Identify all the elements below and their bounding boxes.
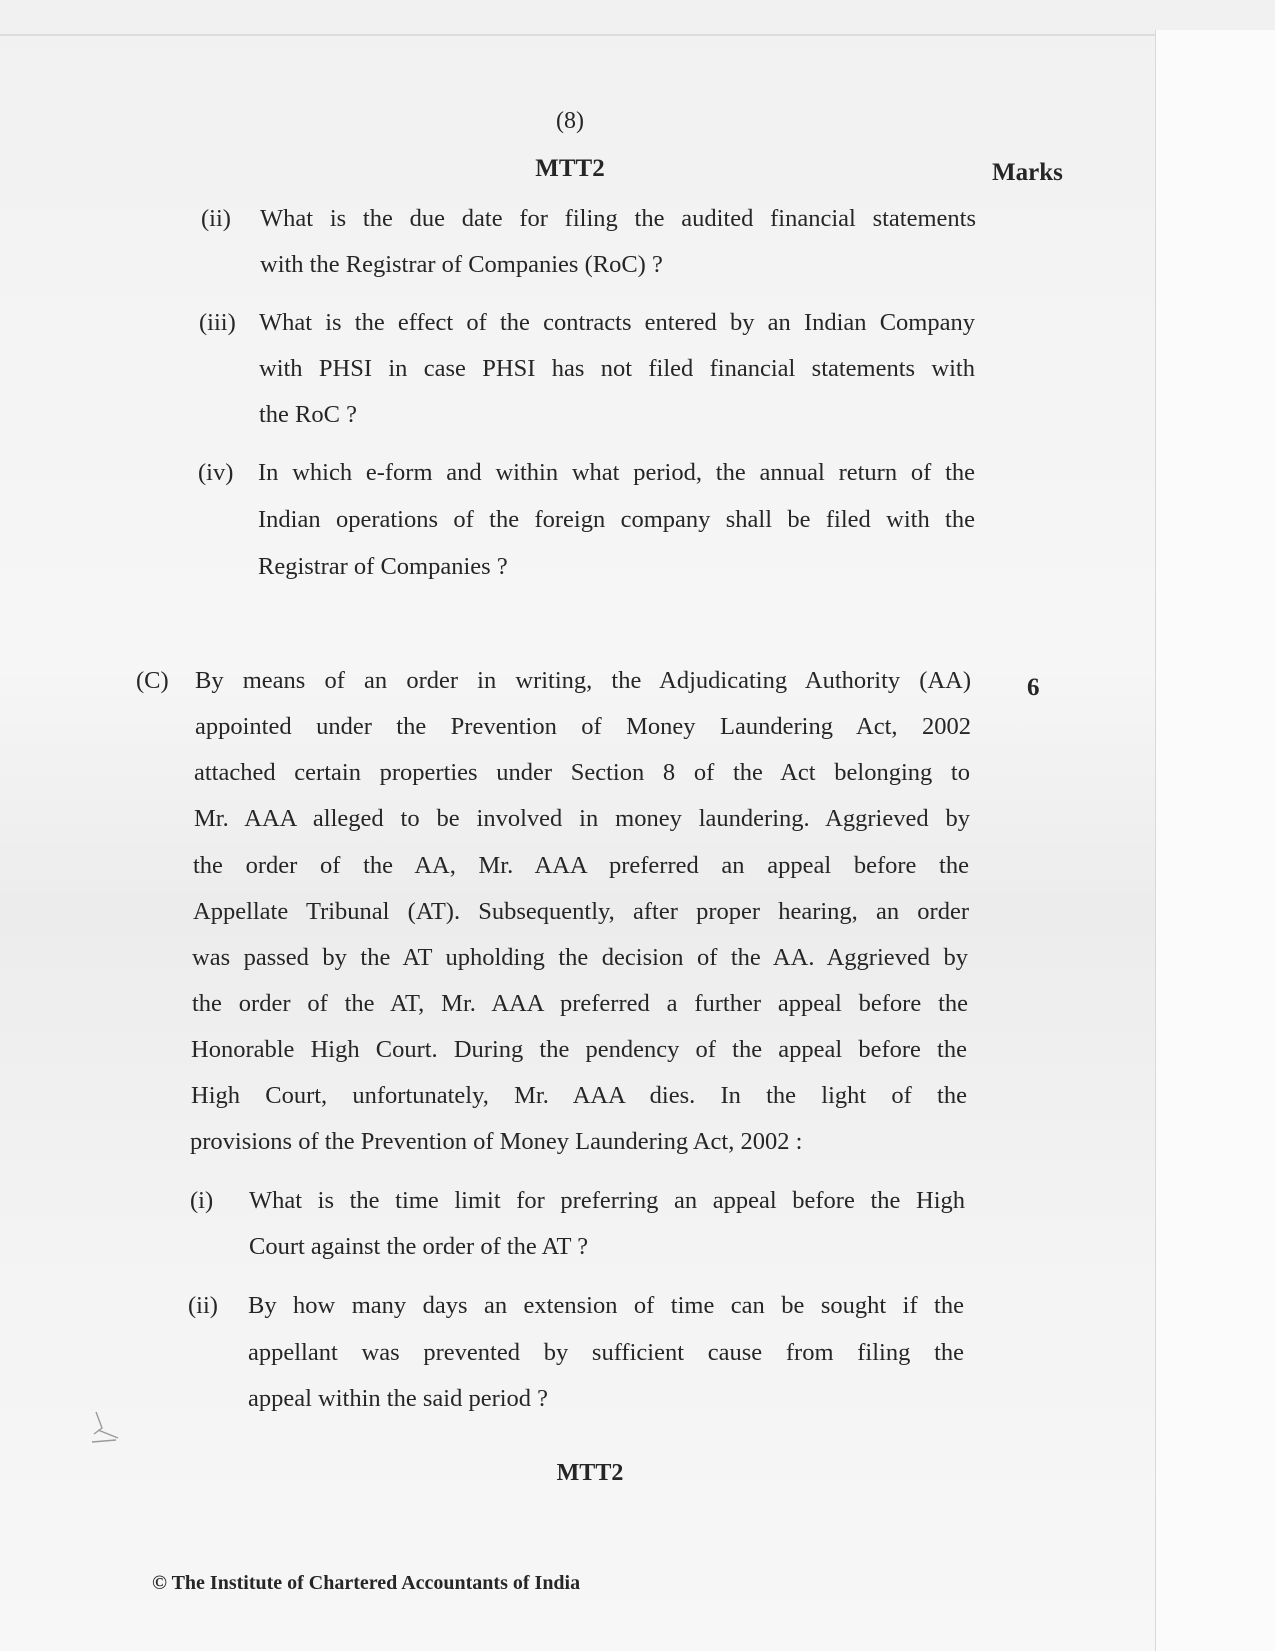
item-label: (iv) bbox=[198, 459, 234, 486]
sub-item-text-line: appellant was prevented by sufficient cause from filing the bbox=[248, 1339, 964, 1366]
item-text-line: What is the due date for filing the audited financial statements bbox=[260, 205, 976, 232]
scan-margin bbox=[1155, 30, 1275, 1651]
item-text-line: In which e-form and within what period, the annual return of the bbox=[258, 459, 975, 486]
item-text-line: What is the effect of the contracts entered by an Indian Company bbox=[259, 309, 975, 336]
item-text-line: with PHSI in case PHSI has not filed financial statements with bbox=[259, 355, 975, 382]
sub-item-text-line: appeal within the said period ? bbox=[248, 1385, 549, 1412]
sub-item-label: (ii) bbox=[188, 1292, 218, 1319]
paper-code-footer: MTT2 bbox=[556, 1460, 624, 1486]
question-text-line: the order of the AT, Mr. AAA preferred a further appeal before the bbox=[192, 990, 968, 1017]
sub-item-text-line: Court against the order of the AT ? bbox=[249, 1233, 589, 1260]
item-text-line: with the Registrar of Companies (RoC) ? bbox=[260, 251, 663, 278]
item-text-line: Registrar of Companies ? bbox=[258, 553, 508, 580]
question-text-line: Honorable High Court. During the pendency of the appeal before the bbox=[191, 1036, 967, 1063]
marks-heading: Marks bbox=[992, 159, 1063, 186]
item-label: (ii) bbox=[201, 205, 231, 232]
paper-code-header: MTT2 bbox=[535, 155, 605, 182]
question-text-line: provisions of the Prevention of Money Laundering Act, 2002 : bbox=[190, 1128, 803, 1155]
item-label: (iii) bbox=[199, 309, 236, 336]
copyright-notice: © The Institute of Chartered Accountants of India bbox=[152, 1572, 581, 1594]
question-text-line: By means of an order in writing, the Adjudicating Authority (AA) bbox=[195, 667, 971, 694]
question-text-line: attached certain properties under Section 8 of the Act belonging to bbox=[194, 759, 970, 786]
sub-item-label: (i) bbox=[190, 1187, 214, 1214]
question-text-line: High Court, unfortunately, Mr. AAA dies. In the light of the bbox=[191, 1082, 967, 1109]
question-text-line: the order of the AA, Mr. AAA preferred an appeal before the bbox=[193, 852, 969, 879]
question-marks: 6 bbox=[1027, 674, 1040, 701]
item-text-line: the RoC ? bbox=[259, 401, 357, 428]
question-text-line: Mr. AAA alleged to be involved in money laundering. Aggrieved by bbox=[194, 805, 970, 832]
sub-item-text-line: By how many days an extension of time can be sought if the bbox=[248, 1292, 964, 1319]
question-label: (C) bbox=[136, 667, 169, 694]
question-text-line: was passed by the AT upholding the decision of the AA. Aggrieved by bbox=[192, 944, 968, 971]
question-text-line: appointed under the Prevention of Money Laundering Act, 2002 bbox=[195, 713, 971, 740]
item-text-line: Indian operations of the foreign company shall be filed with the bbox=[258, 506, 975, 533]
page-number: (8) bbox=[556, 108, 584, 134]
scan-top-edge bbox=[0, 34, 1155, 36]
sub-item-text-line: What is the time limit for preferring an appeal before the High bbox=[249, 1187, 965, 1214]
pencil-mark-icon bbox=[88, 1408, 128, 1448]
question-text-line: Appellate Tribunal (AT). Subsequently, after proper hearing, an order bbox=[193, 898, 969, 925]
